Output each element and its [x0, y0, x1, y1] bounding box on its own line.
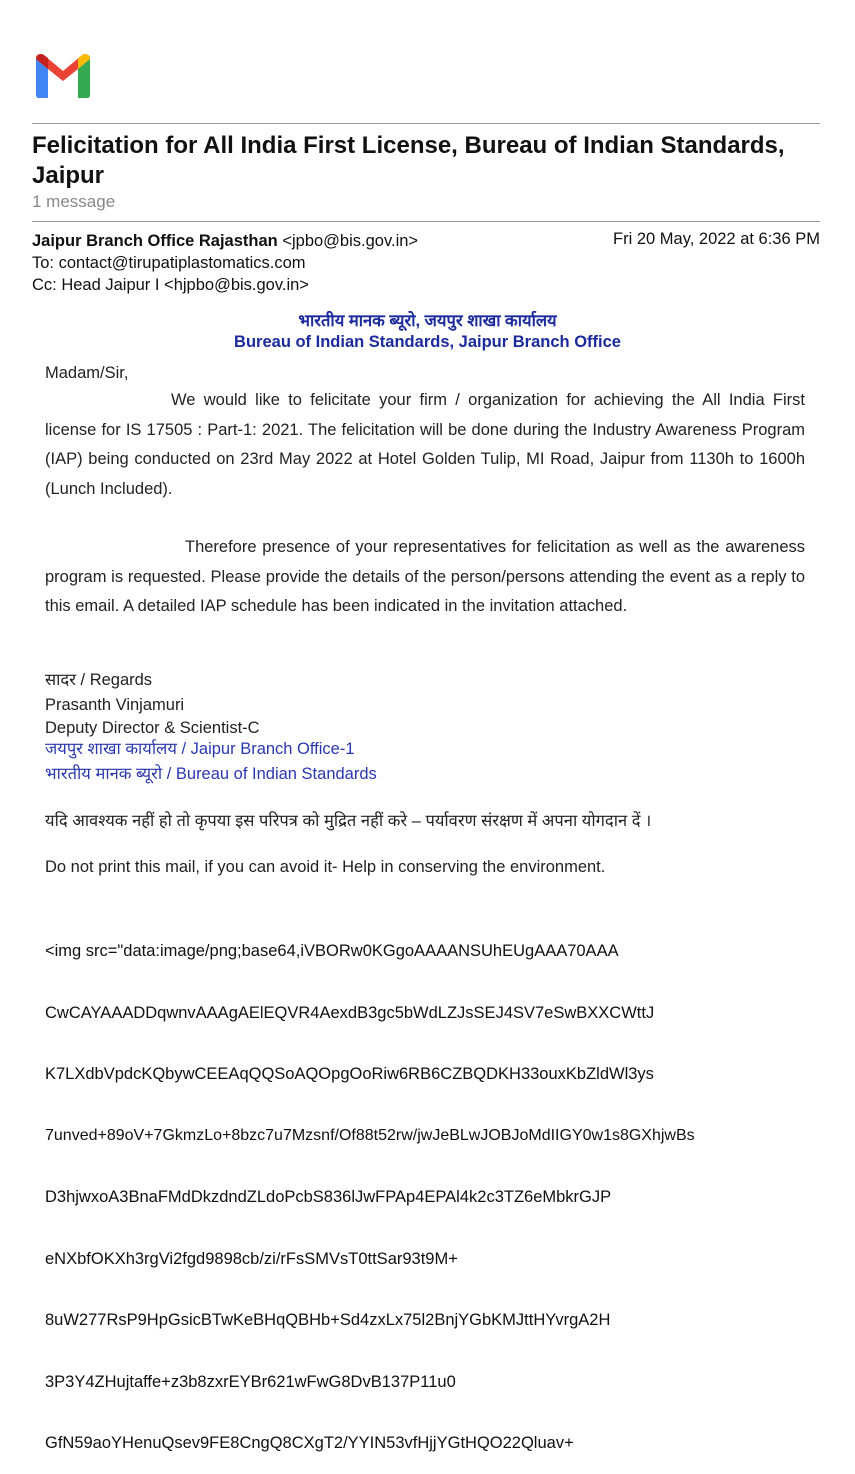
code-line: <img src="data:image/png;base64,iVBORw0KGgoAAAANSUhEUgAAA70AAA	[45, 942, 619, 960]
email-date: Fri 20 May, 2022 at 6:36 PM	[613, 230, 820, 248]
header-divider	[32, 221, 820, 222]
signature-designation: Deputy Director & Scientist-C	[45, 719, 260, 737]
signature-name: Prasanth Vinjamuri	[45, 696, 185, 714]
code-line: K7LXdbVpdcKQbywCEEAqQQSoAQOpgOoRiw6RB6CZBQDKH33ouxKbZldWl3ys	[45, 1065, 654, 1083]
cc-line: Cc: Head Jaipur I <hjpbo@bis.gov.in>	[32, 276, 309, 294]
office-header-english: Bureau of Indian Standards, Jaipur Branch Office	[234, 333, 621, 351]
to-line: To: contact@tirupatiplastomatics.com	[32, 254, 306, 272]
code-line: 3P3Y4ZHujtaffe+z3b8zxrEYBr621wFwG8DvB137P11u0	[45, 1372, 456, 1391]
code-line: D3hjwxoA3BnaFMdDkzdndZLdoPcbS836lJwFPAp4EPAl4k2c3TZ6eMbkrGJP	[45, 1188, 612, 1206]
code-line: CwCAYAAADDqwnvAAAgAElEQVR4AexdB3gc5bWdLZJsSEJ4SV7eSwBXXCWttJ	[45, 1003, 655, 1022]
salutation: Madam/Sir,	[45, 364, 129, 382]
sender-line	[32, 230, 418, 252]
email-subject: Felicitation for All India First License, Bureau of Indian Standards, Jaipur	[32, 132, 785, 189]
body-paragraph-2: Therefore presence of your representatives for felicitation as well as the awareness program is requested. Please provide the details of the person/persons attending the event as a reply to this email. A detailed IAP schedule has been indicated in the invitation attached.	[45, 538, 805, 615]
signature-office: जयपुर शाखा कार्यालय / Jaipur Branch Office-1	[45, 740, 355, 758]
sender-name: Jaipur Branch Office Rajasthan	[32, 232, 278, 250]
message-count: 1 message	[32, 192, 116, 211]
signature-bureau: भारतीय मानक ब्यूरो / Bureau of Indian Standards	[45, 765, 377, 783]
office-header-hindi: भारतीय मानक ब्यूरो, जयपुर शाखा कार्यालय	[298, 312, 557, 330]
code-line: GfN59aoYHenuQsev9FE8CngQ8CXgT2/YYIN53vfHjjYGtHQO22Qluav+	[45, 1434, 574, 1452]
code-line: 8uW277RsP9HpGsicBTwKeBHqQBHb+Sd4zxLx75l2BnjYGbKMJttHYvrgA2H	[45, 1311, 611, 1329]
gmail-logo-icon	[32, 53, 94, 99]
top-divider	[32, 123, 820, 124]
embedded-image-code	[45, 900, 695, 1474]
code-line: 7unved+89oV+7GkmzLo+8bzc7u7Mzsnf/Of88t52rw/jwJeBLwJOBJoMdIIGY0w1s8GXhjwBs	[45, 1126, 695, 1144]
sender-email[interactable]: <jpbo@bis.gov.in>	[282, 232, 419, 250]
footer-english-note: Do not print this mail, if you can avoid it- Help in conserving the environment.	[45, 858, 606, 876]
body-paragraph-1: We would like to felicitate your firm / organization for achieving the All India First license for IS 17505 : Part-1: 2021. The felicitation will be done during the Industry Awareness Program (IAP) being conducted on 23rd May 2022 at Hotel Golden Tulip, MI Road, Jaipur from 1130h to 1600h (Lunch Included).	[45, 391, 805, 498]
footer-hindi-note: यदि आवश्यक नहीं हो तो कृपया इस परिपत्र को मुद्रित नहीं करे – पर्यावरण संरक्षण में अपना योगदान दें ।	[45, 812, 652, 830]
signature-regards: सादर / Regards	[45, 671, 153, 689]
code-line: eNXbfOKXh3rgVi2fgd9898cb/zi/rFsSMVsT0ttSar93t9M+	[45, 1249, 458, 1268]
